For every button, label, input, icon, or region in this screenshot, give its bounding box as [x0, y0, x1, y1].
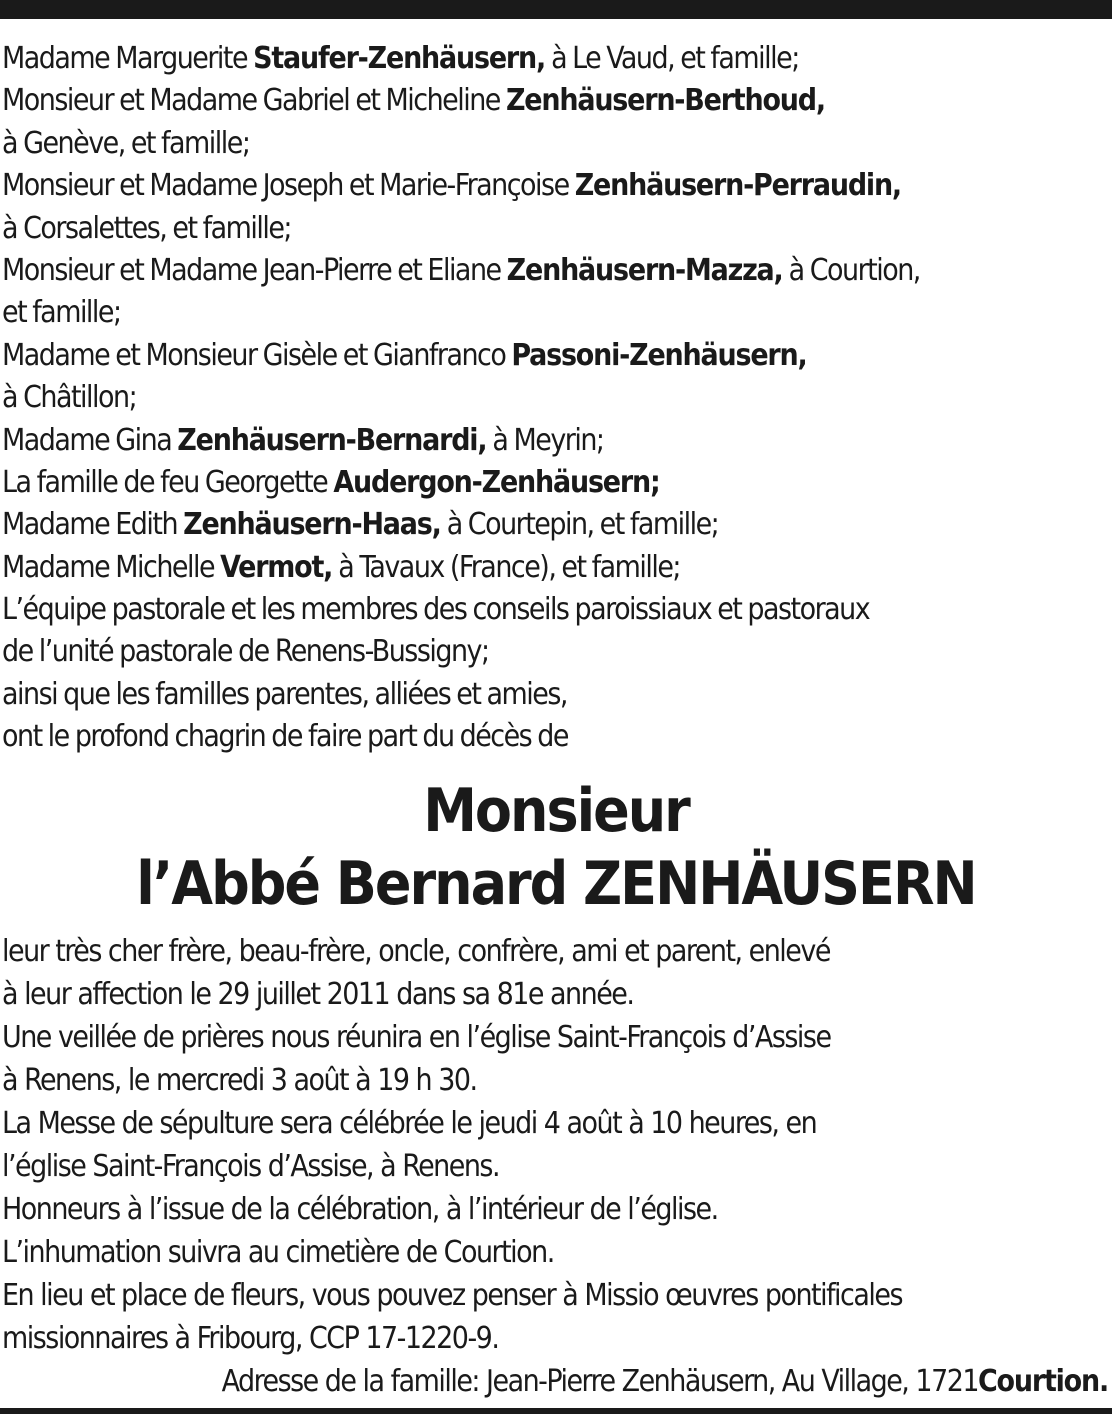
family-line: La famille de feu Georgette Audergon-Zenhäusern; — [2, 464, 660, 500]
family-line: Madame et Monsieur Gisèle et Gianfranco Passoni-Zenhäusern, — [2, 337, 807, 373]
detail-line: Honneurs à l’issue de la célébration, à l’intérieur de l’église. — [2, 1192, 718, 1227]
family-line: ainsi que les familles parentes, alliées et amies, — [2, 676, 567, 712]
detail-line: L’inhumation suivra au cimetière de Courtion. — [2, 1235, 554, 1270]
detail-line: à leur affection le 29 juillet 2011 dans sa 81e année. — [2, 977, 634, 1012]
detail-line: leur très cher frère, beau-frère, oncle, confrère, ami et parent, enlevé — [2, 934, 830, 969]
deceased-title: Monsieur — [423, 776, 689, 846]
family-line: ont le profond chagrin de faire part du décès de — [2, 719, 568, 755]
family-line: Madame Marguerite Staufer-Zenhäusern, à Le Vaud, et famille; — [2, 41, 799, 76]
family-line: Monsieur et Madame Joseph et Marie-Françoise Zenhäusern-Perraudin, — [2, 168, 901, 204]
details-block — [2, 930, 1110, 1403]
family-line: de l’unité pastorale de Renens-Bussigny; — [2, 634, 489, 670]
family-line: L’équipe pastorale et les membres des conseils paroissiaux et pastoraux — [2, 592, 870, 628]
detail-line: La Messe de sépulture sera célébrée le jeudi 4 août à 10 heures, en — [2, 1106, 817, 1141]
family-address: Adresse de la famille: Jean-Pierre Zenhäusern, Au Village, 1721 Courtion. — [221, 1364, 1109, 1399]
detail-line: missionnaires à Fribourg, CCP 17-1220-9. — [2, 1321, 499, 1356]
detail-line: Une veillée de prières nous réunira en l’église Saint-François d’Assise — [2, 1020, 831, 1055]
family-line: à Genève, et famille; — [2, 125, 250, 161]
family-line: Monsieur et Madame Gabriel et Micheline Zenhäusern-Berthoud, — [2, 83, 825, 119]
detail-line: l’église Saint-François d’Assise, à Renens. — [2, 1149, 500, 1184]
family-line: Monsieur et Madame Jean-Pierre et Eliane Zenhäusern-Mazza, à Courtion, — [2, 252, 920, 288]
detail-line: En lieu et place de fleurs, vous pouvez penser à Missio œuvres pontificales — [2, 1278, 902, 1313]
family-line: et famille; — [2, 295, 121, 331]
family-list — [2, 38, 1110, 759]
deceased-name: l’Abbé Bernard ZENHÄUSERN — [136, 849, 976, 919]
family-line: Madame Michelle Vermot, à Tavaux (France), et famille; — [2, 549, 681, 585]
family-line: Madame Gina Zenhäusern-Bernardi, à Meyrin; — [2, 422, 604, 458]
bottom-rule — [0, 1408, 1112, 1414]
family-line: à Corsalettes, et famille; — [2, 210, 292, 246]
family-line: à Châtillon; — [2, 380, 137, 416]
top-rule — [0, 0, 1112, 19]
family-line: Madame Edith Zenhäusern-Haas, à Courtepin, et famille; — [2, 507, 719, 543]
detail-line: à Renens, le mercredi 3 août à 19 h 30. — [2, 1063, 477, 1098]
